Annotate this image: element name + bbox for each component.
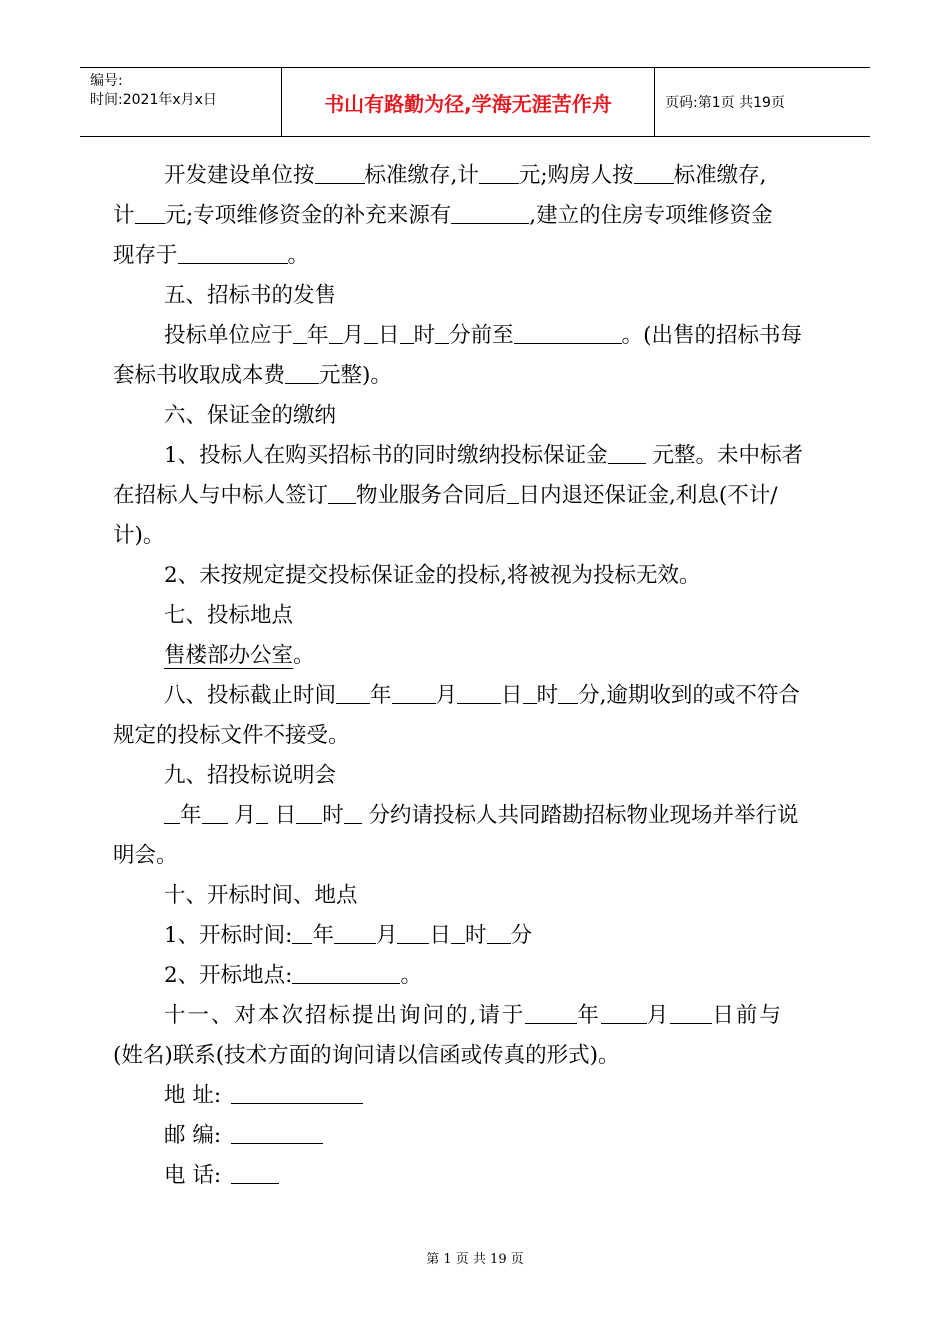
paragraph-line: 1、投标人在购买招标书的同时缴纳投标保证金 元整。未中标者 — [113, 436, 837, 476]
header-motto: 书山有路勤为径,学海无涯苦作舟 — [282, 68, 655, 136]
blank-field — [523, 679, 537, 704]
blank-field — [135, 199, 165, 224]
blank-field — [178, 239, 288, 264]
paragraph-line: 在招标人与中标人签订 物业服务合同后 日内退还保证金,利息(不计/ — [113, 476, 837, 516]
bid-location: 售楼部办公室 — [164, 643, 294, 668]
blank-field — [392, 679, 436, 704]
blank-field — [451, 919, 465, 944]
contact-address-row: 地 址: — [113, 1076, 837, 1116]
blank-field — [397, 919, 429, 944]
blank-field — [435, 319, 449, 344]
blank-field — [292, 919, 312, 944]
contact-postcode-row: 邮 编: — [113, 1116, 837, 1156]
blank-field — [344, 799, 362, 824]
blank-field — [336, 679, 370, 704]
contact-phone-row: 电 话: — [113, 1156, 837, 1196]
paragraph-line: 投标单位应于 年 月 日 时 分前至 。(出售的招标书每 — [113, 316, 837, 356]
blank-field — [364, 319, 378, 344]
blank-field — [457, 679, 501, 704]
paragraph-line: 十一、对本次招标提出询问的,请于 年 月 日前与 — [113, 996, 837, 1036]
paragraph-line: 现存于 。 — [113, 236, 837, 276]
blank-field — [479, 159, 519, 184]
blank-field — [256, 799, 268, 824]
page-footer: 第 1 页 共 19 页 — [426, 1252, 524, 1267]
blank-field — [634, 159, 674, 184]
section-heading: 七、投标地点 — [164, 603, 294, 628]
paragraph-line: 计 元;专项维修资金的补充来源有 ,建立的住房专项维修资金 — [113, 196, 837, 236]
section-heading: 八、投标截止时间 年 月 日 时 分,逾期收到的或不符合 — [113, 676, 837, 716]
section-heading: 六、保证金的缴纳 — [164, 403, 337, 428]
blank-field — [292, 959, 400, 984]
paragraph-line: 2、未按规定提交投标保证金的投标,将被视为投标无效。 — [164, 563, 701, 588]
blank-field — [608, 439, 646, 464]
paragraph-line: 开发建设单位按 标准缴存,计 元;购房人按 标准缴存, — [113, 156, 837, 196]
blank-field — [334, 919, 376, 944]
blank-field — [285, 359, 319, 384]
blank-field — [315, 159, 365, 184]
blank-field — [400, 319, 414, 344]
page-header — [80, 67, 870, 137]
blank-field — [164, 799, 180, 824]
section-heading: 九、招投标说明会 — [164, 763, 337, 788]
paragraph-line: 明会。 — [113, 843, 178, 868]
blank-field — [558, 679, 578, 704]
section-heading: 五、招标书的发售 — [164, 283, 337, 308]
header-meta-cell — [80, 68, 282, 136]
blank-field — [514, 319, 622, 344]
postcode-blank — [231, 1119, 323, 1144]
paragraph-line: 规定的投标文件不接受。 — [113, 723, 350, 748]
paragraph-line: (姓名)联系(技术方面的询问请以信函或传真的形式)。 — [113, 1043, 620, 1068]
paragraph-line: 计)。 — [113, 523, 165, 548]
blank-field — [451, 199, 529, 224]
blank-field — [296, 799, 322, 824]
blank-field — [525, 999, 577, 1024]
address-blank — [231, 1079, 363, 1104]
blank-field — [487, 919, 511, 944]
section-heading: 十、开标时间、地点 — [164, 883, 358, 908]
header-page-info: 页码:第1页 共19页 — [665, 95, 785, 111]
paragraph-line: 年 月 日 时 分约请投标人共同踏勘招标物业现场并举行说 — [113, 796, 837, 836]
paragraph-line: 1、开标时间: 年 月 日 时 分 — [113, 916, 837, 956]
blank-field — [293, 319, 307, 344]
blank-field — [601, 999, 647, 1024]
document-date-label: 时间:2021年x月x日 — [90, 92, 217, 108]
document-number-label: 编号: — [90, 73, 123, 89]
blank-field — [202, 799, 228, 824]
paragraph-line: 套标书收取成本费 元整)。 — [113, 356, 837, 396]
paragraph-line: 2、开标地点: 。 — [113, 956, 837, 996]
phone-blank — [231, 1159, 279, 1184]
blank-field — [670, 999, 712, 1024]
paragraph-line: 售楼部办公室。 — [164, 643, 315, 668]
blank-field — [329, 319, 343, 344]
blank-field — [328, 479, 356, 504]
blank-field — [507, 479, 519, 504]
document-body — [113, 156, 837, 1196]
